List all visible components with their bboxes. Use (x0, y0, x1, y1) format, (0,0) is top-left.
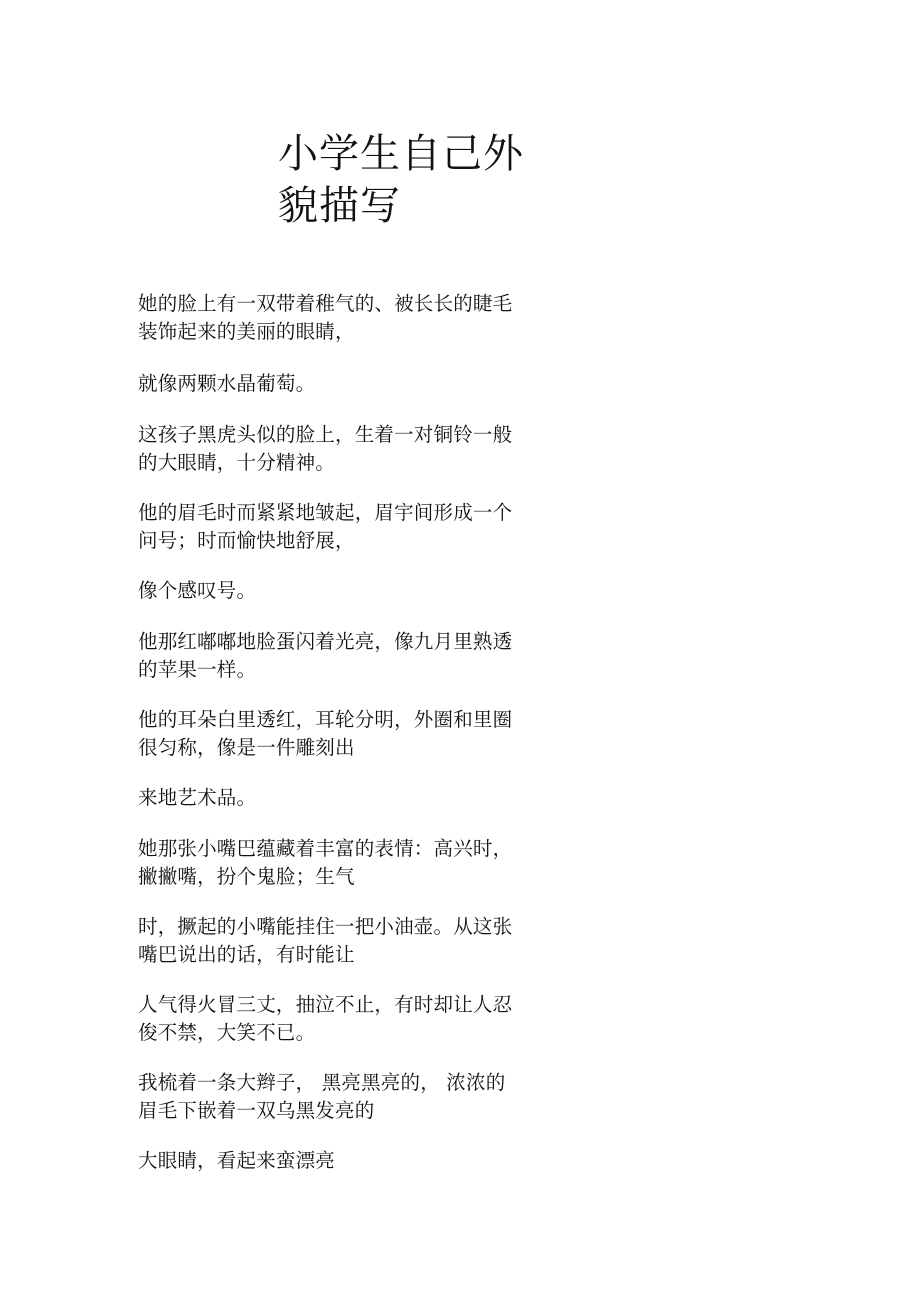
paragraph: 来地艺术品。 (138, 786, 257, 809)
paragraph: 他的眉毛时而紧紧地皱起，眉宇间形成一个问号；时而愉快地舒展， (138, 501, 513, 552)
paragraph: 时，撅起的小嘴能挂住一把小油壶。从这张嘴巴说出的话，有时能让 (138, 915, 513, 966)
paragraph: 她的脸上有一双带着稚气的、被长长的睫毛装饰起来的美丽的眼睛， (138, 292, 513, 343)
document-title: 小学生自己外貌描写 (278, 131, 524, 229)
paragraph: 大眼睛，看起来蛮漂亮 (138, 1149, 336, 1172)
paragraph: 他那红嘟嘟地脸蛋闪着光亮，像九月里熟透的苹果一样。 (138, 630, 513, 681)
paragraph: 我梳着一条大辫子， 黑亮黑亮的， 浓浓的眉毛下嵌着一双乌黑发亮的 (138, 1071, 506, 1122)
paragraph: 这孩子黑虎头似的脸上，生着一对铜铃一般的大眼睛，十分精神。 (138, 423, 513, 474)
paragraph: 他的耳朵白里透红，耳轮分明，外圈和里圈很匀称，像是一件雕刻出 (138, 708, 513, 759)
paragraph: 人气得火冒三丈，抽泣不止，有时却让人忍俊不禁，大笑不已。 (138, 993, 513, 1044)
paragraph: 像个感叹号。 (138, 579, 257, 602)
paragraph: 就像两颗水晶葡萄。 (138, 372, 316, 395)
paragraph: 她那张小嘴巴蕴藏着丰富的表情：高兴时，撇撇嘴，扮个鬼脸；生气 (138, 837, 513, 888)
